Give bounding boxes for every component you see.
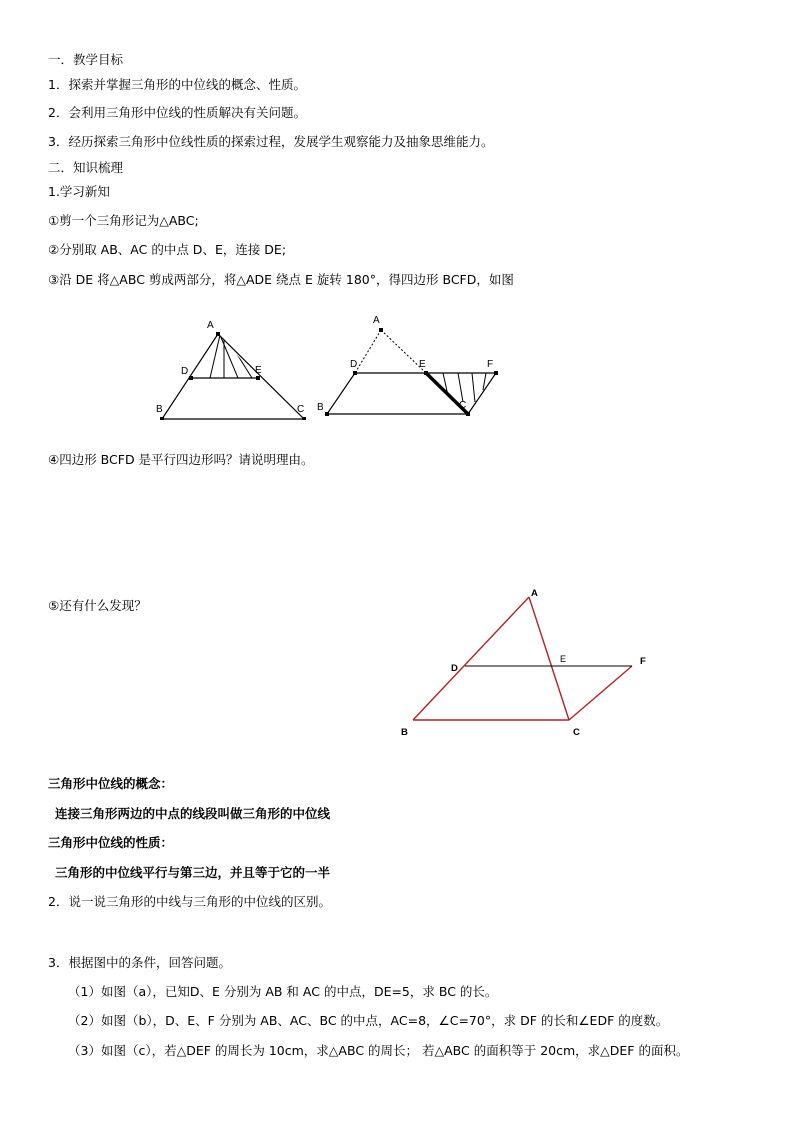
point-a bbox=[216, 332, 220, 336]
step-3: ③沿 DE 将△ABC 剪成两部分，将△ADE 绕点 E 旋转 180°，得四边形 BCFD，如图 bbox=[48, 272, 514, 287]
label-a: A bbox=[373, 315, 380, 326]
question-2: 2．说一说三角形的中线与三角形的中位线的区别。 bbox=[48, 894, 331, 909]
hatch-line bbox=[230, 343, 252, 378]
label-f: F bbox=[640, 656, 646, 667]
point-e bbox=[256, 376, 260, 380]
label-e: E bbox=[255, 365, 262, 376]
point-a bbox=[379, 328, 383, 332]
hatch-line bbox=[458, 373, 463, 402]
goal-2: 2．会利用三角形中位线的性质解决有关问题。 bbox=[48, 105, 306, 120]
question-3-2: （2）如图（b），D、E、F 分别为 AB、AC、BC 的中点，AC=8，∠C=70°，求 DF 的长和∠EDF 的度数。 bbox=[68, 1013, 669, 1028]
goal-3: 3．经历探索三角形中位线性质的探索过程，发展学生观察能力及抽象思维能力。 bbox=[48, 134, 494, 149]
sec2-title: 二．知识梳理 bbox=[48, 160, 124, 175]
point-b bbox=[160, 417, 164, 420]
learn-title: 1.学习新知 bbox=[48, 184, 110, 199]
point-c bbox=[466, 412, 470, 416]
label-b: B bbox=[317, 402, 324, 413]
point-e bbox=[424, 371, 428, 375]
label-e: E bbox=[560, 654, 567, 664]
point-d bbox=[189, 376, 193, 380]
label-d: D bbox=[451, 663, 458, 674]
point-b bbox=[325, 412, 329, 416]
step-1: ①剪一个三角形记为△ABC; bbox=[48, 213, 199, 228]
figure-parallelogram-bcfd bbox=[315, 310, 505, 420]
segment-cf bbox=[569, 666, 632, 720]
label-c: C bbox=[297, 404, 305, 415]
hatch-line bbox=[220, 335, 238, 378]
step-5: ⑤还有什么发现？ bbox=[48, 598, 147, 613]
hatch-line bbox=[210, 335, 220, 378]
label-f: F bbox=[487, 359, 494, 370]
goal-1: 1．探索并掌握三角形的中位线的概念、性质。 bbox=[48, 77, 306, 92]
label-a: A bbox=[531, 588, 538, 599]
side-ab bbox=[413, 597, 529, 720]
label-a: A bbox=[207, 320, 214, 331]
dotted-ad bbox=[355, 330, 381, 373]
question-3-1: （1）如图（a），已知D、E 分别为 AB 和 AC 的中点，DE=5，求 BC 的长。 bbox=[68, 984, 498, 999]
property-text: 三角形的中位线平行与第三边，并且等于它的一半 bbox=[55, 865, 331, 880]
label-c: C bbox=[459, 400, 467, 411]
property-title: 三角形中位线的性质： bbox=[48, 835, 174, 850]
question-3-3: （3）如图（c），若△DEF 的周长为 10cm，求△ABC 的周长； 若△ABC 的面积等于 20cm，求△DEF 的面积。 bbox=[68, 1043, 689, 1058]
point-f bbox=[494, 371, 498, 375]
step-4: ④四边形 BCFD 是平行四边形吗？请说明理由。 bbox=[48, 452, 314, 467]
step-2: ②分别取 AB、AC 的中点 D、E，连接 DE; bbox=[48, 242, 287, 257]
figure-triangle-abc bbox=[150, 315, 320, 420]
concept-title: 三角形中位线的概念： bbox=[48, 776, 174, 791]
parallelogram-shape bbox=[327, 373, 496, 414]
label-d: D bbox=[181, 366, 189, 377]
hatch-line bbox=[472, 373, 475, 402]
label-b: B bbox=[156, 404, 163, 415]
label-b: B bbox=[401, 727, 408, 738]
label-e: E bbox=[419, 359, 426, 370]
concept-text: 连接三角形两边的中点的线段叫做三角形的中位线 bbox=[55, 806, 331, 821]
label-c: C bbox=[573, 727, 580, 738]
label-d: D bbox=[350, 359, 358, 370]
point-d bbox=[353, 371, 357, 375]
sec1-title: 一．教学目标 bbox=[48, 52, 124, 67]
question-3: 3．根据图中的条件，回答问题。 bbox=[48, 955, 231, 970]
point-c bbox=[302, 417, 306, 420]
figure-midline-triangle bbox=[395, 582, 665, 742]
